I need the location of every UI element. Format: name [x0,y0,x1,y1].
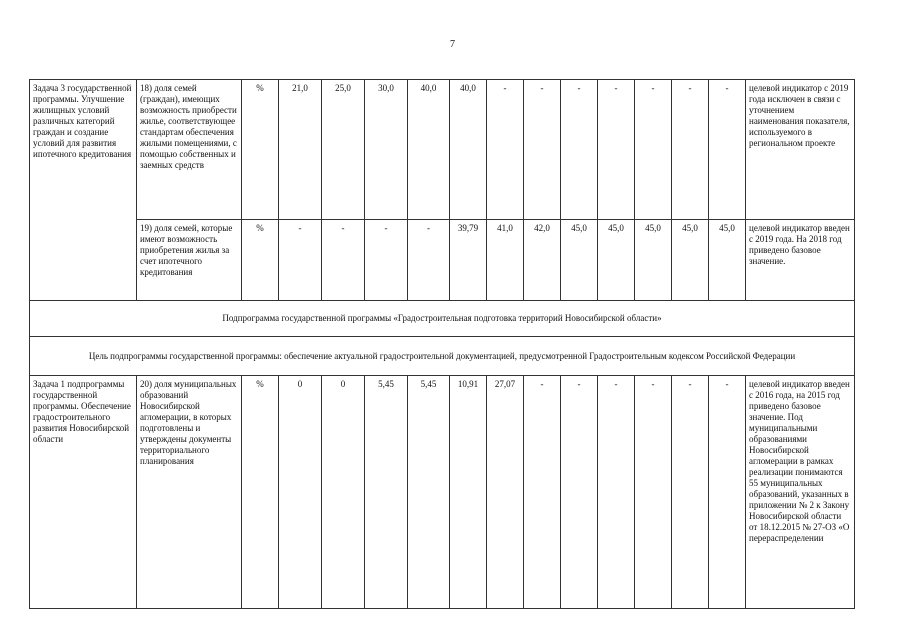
value-cell: 10,91 [450,376,487,609]
value-cell: - [487,80,524,220]
value-cell: 45,0 [561,220,598,301]
value-cell: 30,0 [365,80,408,220]
task-cell: Задача 1 подпрограммы государственной программы. Обеспечение градостроительного развития Новосибирской области [30,376,137,609]
value-cell: 0 [322,376,365,609]
unit-cell: % [242,376,279,609]
subprogram-goal: Цель подпрограммы государственной программы: обеспечение актуальной градостроительной документацией, предусмотренной Градостроительным кодексом Российской Федерации [30,337,855,376]
value-cell: - [322,220,365,301]
value-cell: - [561,80,598,220]
value-cell: - [709,376,746,609]
value-cell: - [524,80,561,220]
unit-cell: % [242,80,279,220]
table-row [30,220,855,301]
value-cell: - [635,80,672,220]
value-cell: 21,0 [279,80,322,220]
value-cell: - [561,376,598,609]
subprogram-title: Подпрограмма государственной программы «Градостроительная подготовка территорий Новосибирской области» [30,301,855,337]
value-cell: 5,45 [408,376,450,609]
value-cell: - [408,220,450,301]
note-cell: целевой индикатор введен с 2016 года, на 2015 год приведено базовое значение. Под муниципальными образованиями Новосибирской агломерации в рамках реализации понимаются 55 муниципальных образований, указанных в приложении № 2 к Закону Новосибирской области от 18.12.2015 № 27-ОЗ «О перераспределении [746,376,855,609]
value-cell: - [709,80,746,220]
value-cell: - [598,376,635,609]
table-row [30,337,855,376]
value-cell: 42,0 [524,220,561,301]
note-cell: целевой индикатор введен с 2019 года. На 2018 год приведено базовое значение. [746,220,855,301]
value-cell: 27,07 [487,376,524,609]
value-cell: 45,0 [635,220,672,301]
value-cell: 5,45 [365,376,408,609]
value-cell: 25,0 [322,80,365,220]
value-cell: 39,79 [450,220,487,301]
value-cell: 45,0 [598,220,635,301]
value-cell: - [365,220,408,301]
table-row [30,80,855,220]
value-cell: - [598,80,635,220]
task-cell: Задача 3 государственной программы. Улучшение жилищных условий различных категорий граждан и создание условий для развития ипотечного кредитования [30,80,137,301]
value-cell: - [279,220,322,301]
value-cell: 40,0 [450,80,487,220]
value-cell: 40,0 [408,80,450,220]
indicator-cell: 19) доля семей, которые имеют возможность приобретения жилья за счет ипотечного кредитования [137,220,242,301]
indicator-cell: 20) доля муниципальных образований Новосибирской агломерации, в которых подготовлены и утверждены документы территориального планирования [137,376,242,609]
note-cell: целевой индикатор с 2019 года исключен в связи с уточнением наименования показателя, используемого в региональном проекте [746,80,855,220]
unit-cell: % [242,220,279,301]
value-cell: 41,0 [487,220,524,301]
table-row [30,301,855,337]
value-cell: 45,0 [672,220,709,301]
indicator-cell: 18) доля семей (граждан), имеющих возможность приобрести жилье, соответствующее стандартам обеспечения жилыми помещениями, с помощью собственных и заемных средств [137,80,242,220]
table-row [30,376,855,609]
value-cell: - [672,80,709,220]
value-cell: - [524,376,561,609]
value-cell: - [635,376,672,609]
value-cell: 0 [279,376,322,609]
indicators-table [29,79,855,609]
value-cell: 45,0 [709,220,746,301]
value-cell: - [672,376,709,609]
page-number: 7 [450,39,455,50]
